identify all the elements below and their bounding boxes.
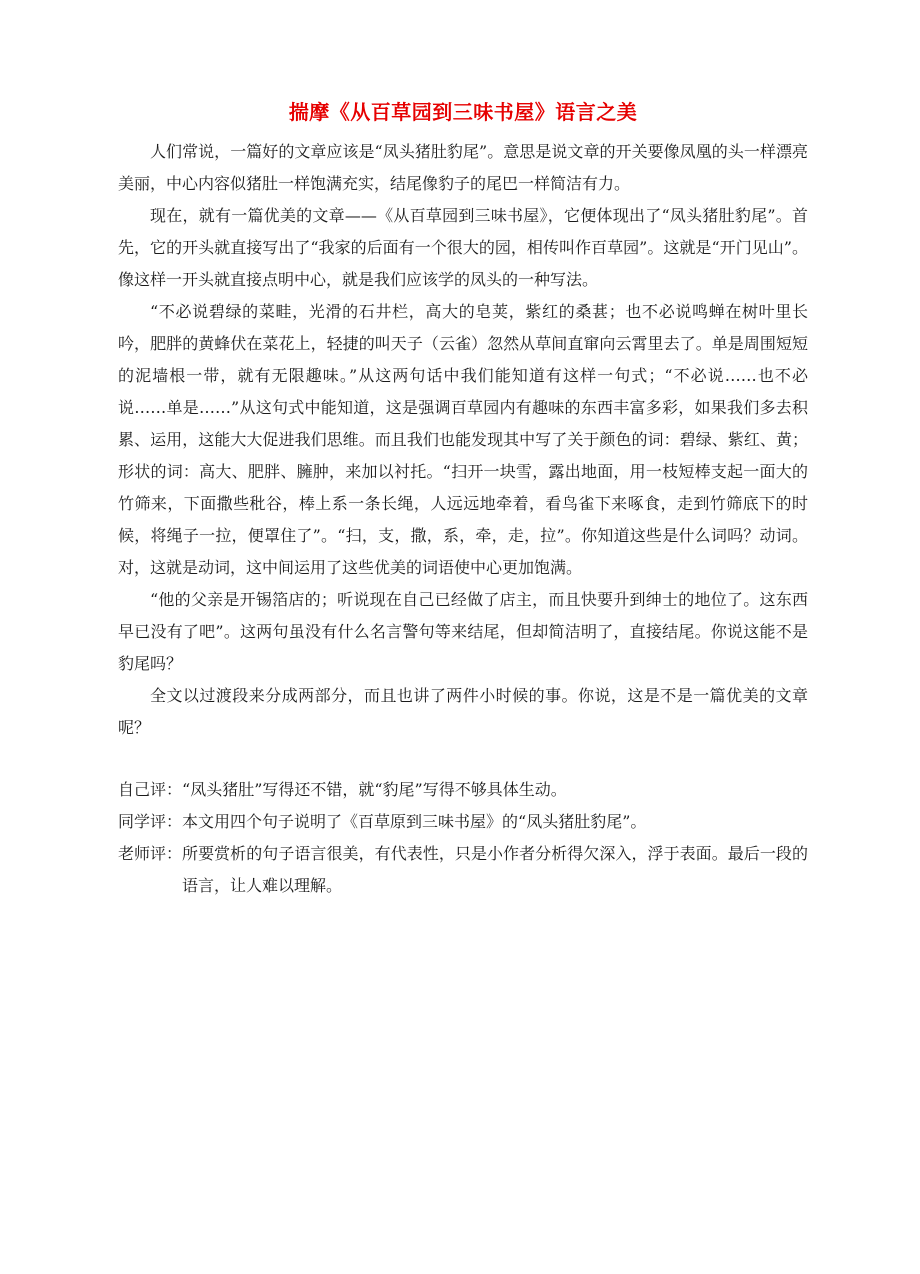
document-page — [118, 96, 808, 902]
comment-peer — [118, 806, 808, 838]
comment-teacher-text: 所要赏析的句子语言很美，有代表性，只是小作者分析得欠深入，浮于表面。最后一段的语言，让人难以理解。 — [182, 844, 808, 895]
comment-teacher-label: 老师评： — [118, 844, 183, 863]
comment-self-text: “凤头猪肚”写得还不错，就“豹尾”写得不够具体生动。 — [182, 780, 567, 799]
comment-self — [118, 774, 808, 806]
comment-self-label: 自己评： — [118, 780, 183, 799]
comments-section — [118, 774, 808, 902]
document-body — [118, 136, 808, 744]
paragraph-5: 全文以过渡段来分成两部分，而且也讲了两件小时候的事。你说，这是不是一篇优美的文章呢？ — [118, 686, 808, 737]
paragraph-4: “他的父亲是开锡箔店的；听说现在自己已经做了店主，而且快要升到绅士的地位了。这东西早已没有了吧”。这两句虽没有什么名言警句等来结尾，但却简洁明了，直接结尾。你说这能不是豹尾吗？ — [118, 590, 808, 673]
paragraph-3: “不必说碧绿的菜畦，光滑的石井栏，高大的皂荚，紫红的桑葚；也不必说鸣蝉在树叶里长吟，肥胖的黄蜂伏在菜花上，轻捷的叫天子（云雀）忽然从草间直窜向云霄里去了。单是周围短短的泥墙根一带，就有无限趣味。”从这两句话中我们能知道有这样一句式；“不必说……也不必说……单是……”从这句式中能知道，这是强调百草园内有趣味的东西丰富多彩，如果我们多去积累、运用，这能大大促进我们思维。而且我们也能发现其中写了关于颜色的词：碧绿、紫红、黄；形状的词：高大、肥胖、臃肿，来加以衬托。“扫开一块雪，露出地面，用一枝短棒支起一面大的竹筛来，下面撒些秕谷，棒上系一条长绳，人远远地牵着，看鸟雀下来啄食，走到竹筛底下的时候，将绳子一拉，便罩住了”。“扫，支，撒，系，牵，走，拉”。你知道这些是什么词吗？动词。对，这就是动词，这中间运用了这些优美的词语使中心更加饱满。 — [118, 302, 808, 577]
document-title: 揣摩《从百草园到三味书屋》语言之美 — [288, 100, 638, 124]
comment-teacher — [118, 838, 808, 902]
paragraph-2: 现在，就有一篇优美的文章——《从百草园到三味书屋》，它便体现出了“凤头猪肚豹尾”。首先，它的开头就直接写出了“我家的后面有一个很大的园，相传叫作百草园”。这就是“开门见山”。像这样一开头就直接点明中心，就是我们应该学的凤头的一种写法。 — [118, 206, 808, 289]
comment-peer-label: 同学评： — [118, 812, 183, 831]
paragraph-1: 人们常说，一篇好的文章应该是“凤头猪肚豹尾”。意思是说文章的开关要像凤凰的头一样漂亮美丽，中心内容似猪肚一样饱满充实，结尾像豹子的尾巴一样简洁有力。 — [118, 142, 808, 193]
comment-peer-text: 本文用四个句子说明了《百草原到三味书屋》的“凤头猪肚豹尾”。 — [182, 812, 647, 831]
